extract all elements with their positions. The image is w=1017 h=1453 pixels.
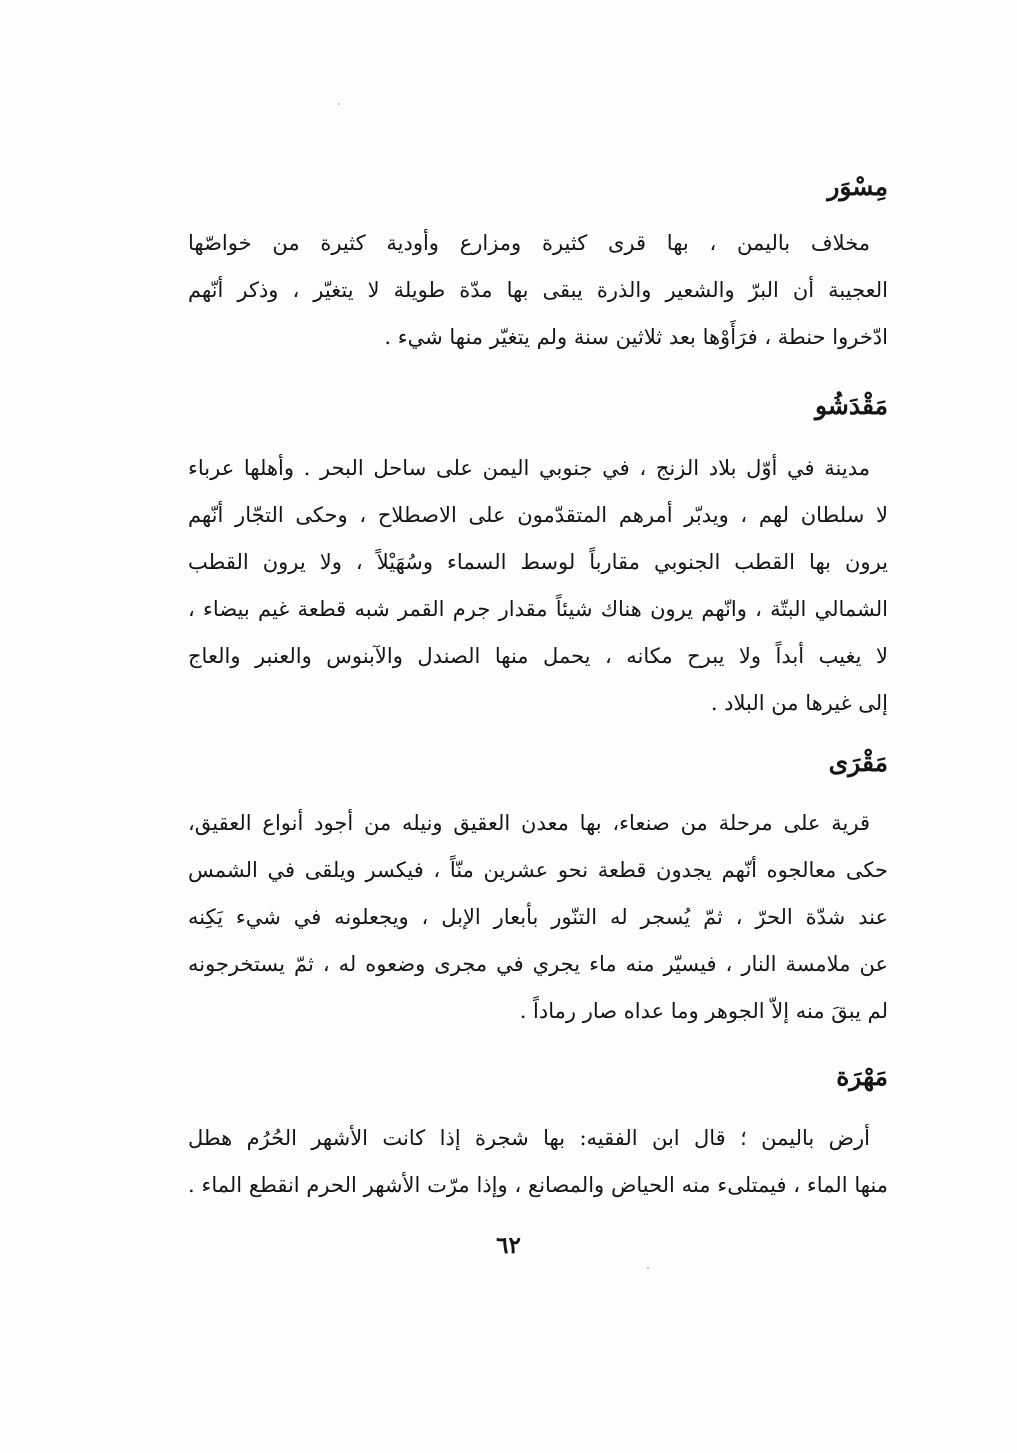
scan-speck <box>338 103 340 105</box>
paragraph-line: مخلاف باليمن ، بها قرى كثيرة ومزارع وأودية كثيرة من خواصّها <box>188 231 870 255</box>
entry-paragraph <box>188 1115 888 1209</box>
paragraph-line: مدينة في أوّل بلاد الزنج ، في جنوبي اليمن على ساحل البحر . وأهلها عرباء <box>188 456 870 480</box>
paragraph-line: أرض باليمن ؛ قال ابن الفقيه: بها شجرة إذا كانت الأشهر الحُرُم هطل <box>188 1126 870 1150</box>
entry-heading: مَهْرَة <box>836 1062 888 1091</box>
paragraph-line: ادّخروا حنطة ، فرَأَوْها بعد ثلاثين سنة ولم يتغيّر منها شيء . <box>384 325 888 349</box>
paragraph-line: لم يبقَ منه إلاّ الجوهر وما عداه صار رماداً . <box>519 999 888 1023</box>
paragraph-line: لا سلطان لهم ، ويدبّر أمرهم المتقدّمون على الاصطلاح ، وحكى التجّار أنّهم <box>188 503 888 527</box>
entry-heading: مِسْوَر <box>827 172 888 201</box>
paragraph-line: إلى غيرها من البلاد . <box>710 691 888 715</box>
entry-paragraph <box>188 220 888 361</box>
paragraph-line: العجيبة أن البرّ والشعير والذرة يبقى بها مدّة طويلة لا يتغيّر ، وذكر أنّهم <box>188 278 888 302</box>
paragraph-line: عن ملامسة النار ، فيسيّر منه ماء يجري في مجرى وضعوه له ، ثمّ يستخرجونه <box>188 952 888 976</box>
paragraph-line: حكى معالجوه أنّهم يجدون قطعة نحو عشرين منّاً ، فيكسر ويلقى في الشمس <box>188 858 888 882</box>
entry-paragraph <box>188 800 888 1035</box>
paragraph-line: منها الماء ، فيمتلىء منه الحياض والمصانع ، وإذا مرّت الأشهر الحرم انقطع الماء . <box>188 1173 888 1197</box>
paragraph-line: الشمالي البتّة ، وانّهم يرون هناك شيئاً مقدار جرم القمر شبه قطعة غيم بيضاء ، <box>188 597 888 621</box>
paragraph-line: قرية على مرحلة من صنعاء، بها معدن العقيق ونيله من أجود أنواع العقيق، <box>188 811 870 835</box>
entry-paragraph <box>188 445 888 727</box>
scan-speck <box>647 1267 649 1269</box>
entry-heading: مَقْرَى <box>828 748 888 777</box>
paragraph-line: يرون بها القطب الجنوبي مقارباً لوسط السماء وسُهَيْلاً ، ولا يرون القطب <box>188 550 888 574</box>
paragraph-line: لا يغيب أبداً ولا يبرح مكانه ، يحمل منها الصندل والآبنوس والعنبر والعاج <box>188 644 888 668</box>
entry-heading: مَقْدَشُو <box>814 391 888 420</box>
page-number: ٦٢ <box>496 1232 521 1259</box>
paragraph-line: عند شدّة الحرّ ، ثمّ يُسجر له التنّور بأبعار الإبل ، ويجعلونه في شيء يَكِنه <box>188 905 888 929</box>
